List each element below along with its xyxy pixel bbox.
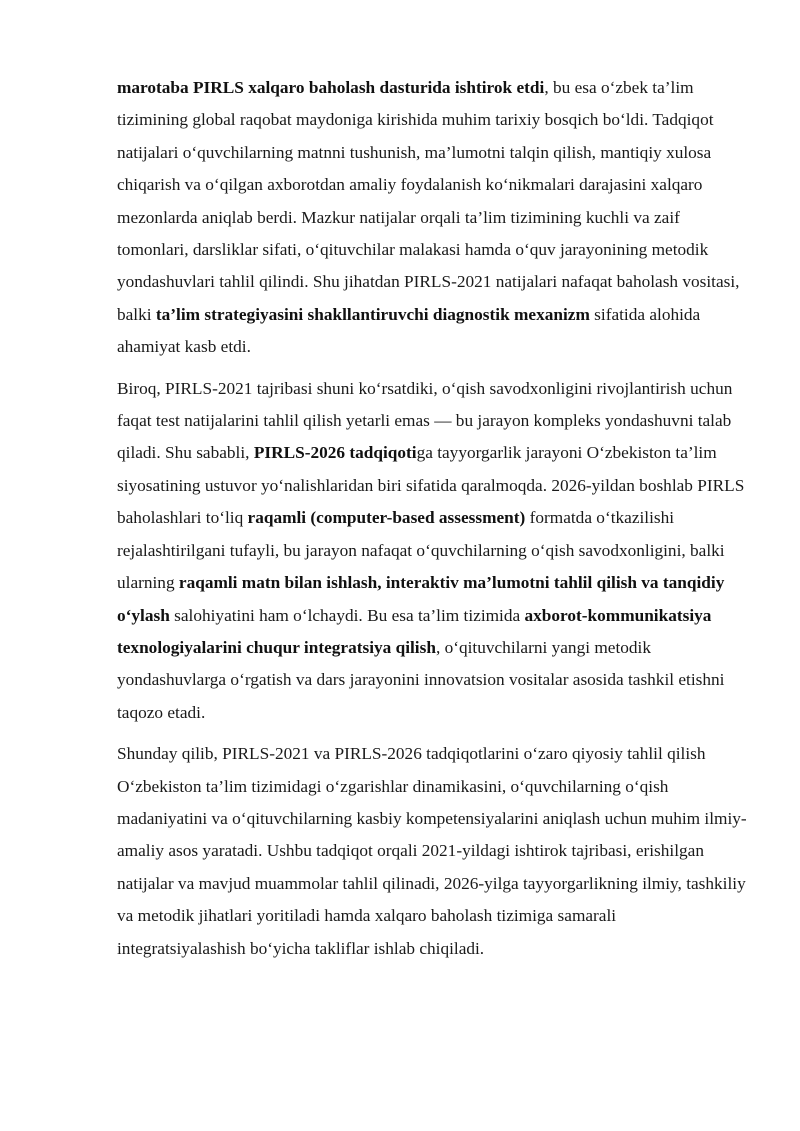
- text-run: ga tayyorgarlik jarayoni O‘zbekiston ta’lim siyosatining ustuvor yo‘nalishlaridan biri sifatida qaralmoqda. 2026-yildan boshlab PIRLS baholashlari to‘liq: [117, 443, 745, 528]
- bold-phrase: raqamli matn bilan ishlash, interaktiv ma’lumotni tahlil qilish va tanqidiy o‘ylash: [117, 573, 725, 625]
- text-run: , bu esa o‘zbek ta’lim tizimining global raqobat maydoniga kirishida muhim tarixiy bosqich bo‘ldi. Tadqiqot natijalari o‘quvchilarning matnni tushunish, ma’lumotni talqin qilish, mantiqiy xulosa chiqarish va o‘qilgan axborotdan amaliy foydalanish ko‘nikmalari darajasini xalqaro mezonlarda aniqlab berdi. Mazkur natijalar orqali ta’lim tizimining kuchli va zaif tomonlari, darsliklar sifati, o‘qituvchilar malakasi hamda o‘quv jarayonining metodik yondashuvlari tahlil qilindi. Shu jihatdan PIRLS-2021 natijalari nafaqat baholash vositasi, balki: [117, 78, 740, 324]
- text-run: , o‘qituvchilarni yangi metodik yondashuvlarga o‘rgatish va dars jarayonini innovatsion vositalar asosida tashkil etishni taqozo etadi.: [117, 637, 725, 722]
- bold-phrase: PIRLS-2026 tadqiqoti: [253, 443, 417, 463]
- text-run: Shunday qilib, PIRLS-2021 va PIRLS-2026 tadqiqotlarini o‘zaro qiyosiy tahlil qilish O‘zbekiston ta’lim tizimidagi o‘zgarishlar dinamikasini, o‘quvchilarning o‘qish madaniyatini va o‘qituvchilarning kasbiy kompetensiyalarini aniqlash uchun muhim ilmiy-amaliy asos yaratadi. Ushbu tadqiqot orqali 2021-yildagi ishtirok tajribasi, erishilgan natijalar va mavjud muammolar tahlil qilinadi, 2026-yilga tayyorgarlikning ilmiy, tashkiliy va metodik jihatlari yoritiladi hamda xalqaro baholash tizimiga samarali integratsiyalashish bo‘yicha takliflar ishlab chiqiladi.: [117, 744, 747, 958]
- document-body: [117, 72, 747, 974]
- bold-phrase: ta’lim strategiyasini shakllantiruvchi diagnostik mexanizm: [155, 304, 590, 324]
- text-run: sifatida alohida ahamiyat kasb etdi.: [117, 304, 701, 357]
- paragraph-2: [117, 373, 747, 729]
- bold-phrase: raqamli (computer-based assessment): [247, 508, 526, 528]
- text-run: salohiyatini ham o‘lchaydi. Bu esa ta’lim tizimida: [169, 605, 525, 625]
- paragraph-1: [117, 72, 747, 364]
- bold-phrase: marotaba PIRLS xalqaro baholash dasturida ishtirok etdi: [117, 78, 545, 97]
- bold-phrase: axborot-kommunikatsiya texnologiyalarini chuqur integratsiya qilish: [117, 605, 712, 657]
- text-run: formatda o‘tkazilishi rejalashtirilgani tufayli, bu jarayon nafaqat o‘quvchilarning o‘qish savodxonligini, balki ularning: [117, 508, 725, 593]
- paragraph-3: [117, 738, 747, 965]
- text-run: Biroq, PIRLS-2021 tajribasi shuni ko‘rsatdiki, o‘qish savodxonligini rivojlantirish uchun faqat test natijalarini tahlil qilish yetarli emas — bu jarayon kompleks yondashuvni talab qiladi. Shu sababli,: [117, 378, 733, 463]
